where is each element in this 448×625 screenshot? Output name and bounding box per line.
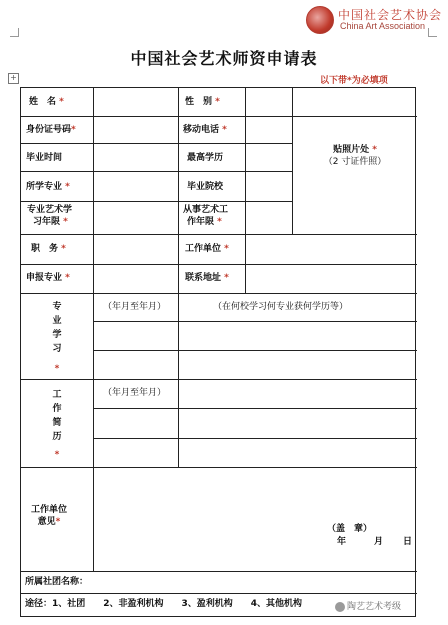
employer-field[interactable] [246,235,416,264]
school-label: 毕业院校 [187,182,224,192]
photo-slot[interactable] [293,89,416,234]
club-name-label: 所属社团名称： [25,577,89,587]
form-title: 中国社会艺术师资申请表 [130,49,318,68]
work-detail-field-2[interactable] [179,409,416,438]
address-label: 联系地址 * [185,273,229,283]
association-logo-icon [306,6,334,34]
date-month: 月 [374,537,384,547]
work-period-field-3[interactable] [94,439,177,467]
position-label: 职 务 * [31,244,66,254]
photo-placeholder-label: 贴照片处 * （2 寸证件照） [323,145,387,167]
crop-mark-top-left [10,28,19,37]
study-detail-header: （在何校学习何专业获何学历等） [213,302,349,312]
mobile-label: 移动电话 * [183,125,227,135]
gender-field[interactable] [246,89,291,116]
date-year: 年 [337,537,347,547]
channel-options: 途径：1、社团 2、非盈利机构 3、盈利机构 4、其他机构 [25,599,303,609]
school-field[interactable] [246,172,291,201]
id-number-label: 身份证号码* [26,125,76,135]
education-label: 最高学历 [187,153,224,163]
work-history-label: 工 作 简 历 * [52,390,62,460]
id-number-field[interactable] [94,117,177,143]
club-name-field[interactable] [101,572,416,593]
work-detail-field-1[interactable] [179,380,416,408]
watermark-badge: 陶艺艺术考级 [332,598,404,613]
col-divider [178,88,179,293]
position-field[interactable] [94,235,177,264]
employer-label: 工作单位 * [185,244,229,254]
name-field[interactable] [94,89,177,116]
required-note: 以下带*为必填项 [320,76,388,86]
study-history-label: 专 业 学 习 * [52,302,62,374]
application-form-table [20,87,416,617]
major-label: 所学专业 * [26,182,70,192]
study-period-field-2[interactable] [94,351,177,379]
seal-text: （盖 章） [327,524,373,534]
date-day: 日 [403,537,413,547]
study-period-field-1[interactable] [94,322,177,350]
graduation-time-label: 毕业时间 [26,153,63,163]
logo-chinese-name: 中国社会艺术协会 [338,8,443,22]
art-work-years-field[interactable] [246,202,291,234]
row-divider [21,593,417,594]
crop-mark-top-right [428,28,437,37]
art-study-years-field[interactable] [94,202,177,234]
table-move-handle-icon[interactable]: + [8,73,19,84]
apply-major-label: 申报专业 * [26,273,70,283]
study-detail-field-2[interactable] [179,351,416,379]
art-work-years-label: 从事艺术工 作年限 * [183,205,229,227]
art-study-years-label: 专业艺术学 习年限 * [27,205,73,227]
study-period-header: （年月至年月） [103,302,167,312]
gender-label: 性 别 * [185,97,220,107]
employer-opinion-field[interactable] [94,468,416,571]
study-detail-field-1[interactable] [179,322,416,350]
work-detail-field-3[interactable] [179,439,416,467]
work-period-field-2[interactable] [94,409,177,438]
education-field[interactable] [246,144,291,171]
work-period-header: （年月至年月） [103,388,167,398]
address-field[interactable] [246,265,416,293]
name-label: 姓 名 * [29,97,64,107]
row-divider [21,293,417,294]
mobile-field[interactable] [246,117,291,143]
apply-major-field[interactable] [94,265,177,293]
logo-english-name: China Art Association [340,21,426,31]
wechat-icon [335,602,345,612]
graduation-time-field[interactable] [94,144,177,171]
major-field[interactable] [94,172,177,201]
employer-opinion-label: 工作单位 意见* [31,505,68,527]
